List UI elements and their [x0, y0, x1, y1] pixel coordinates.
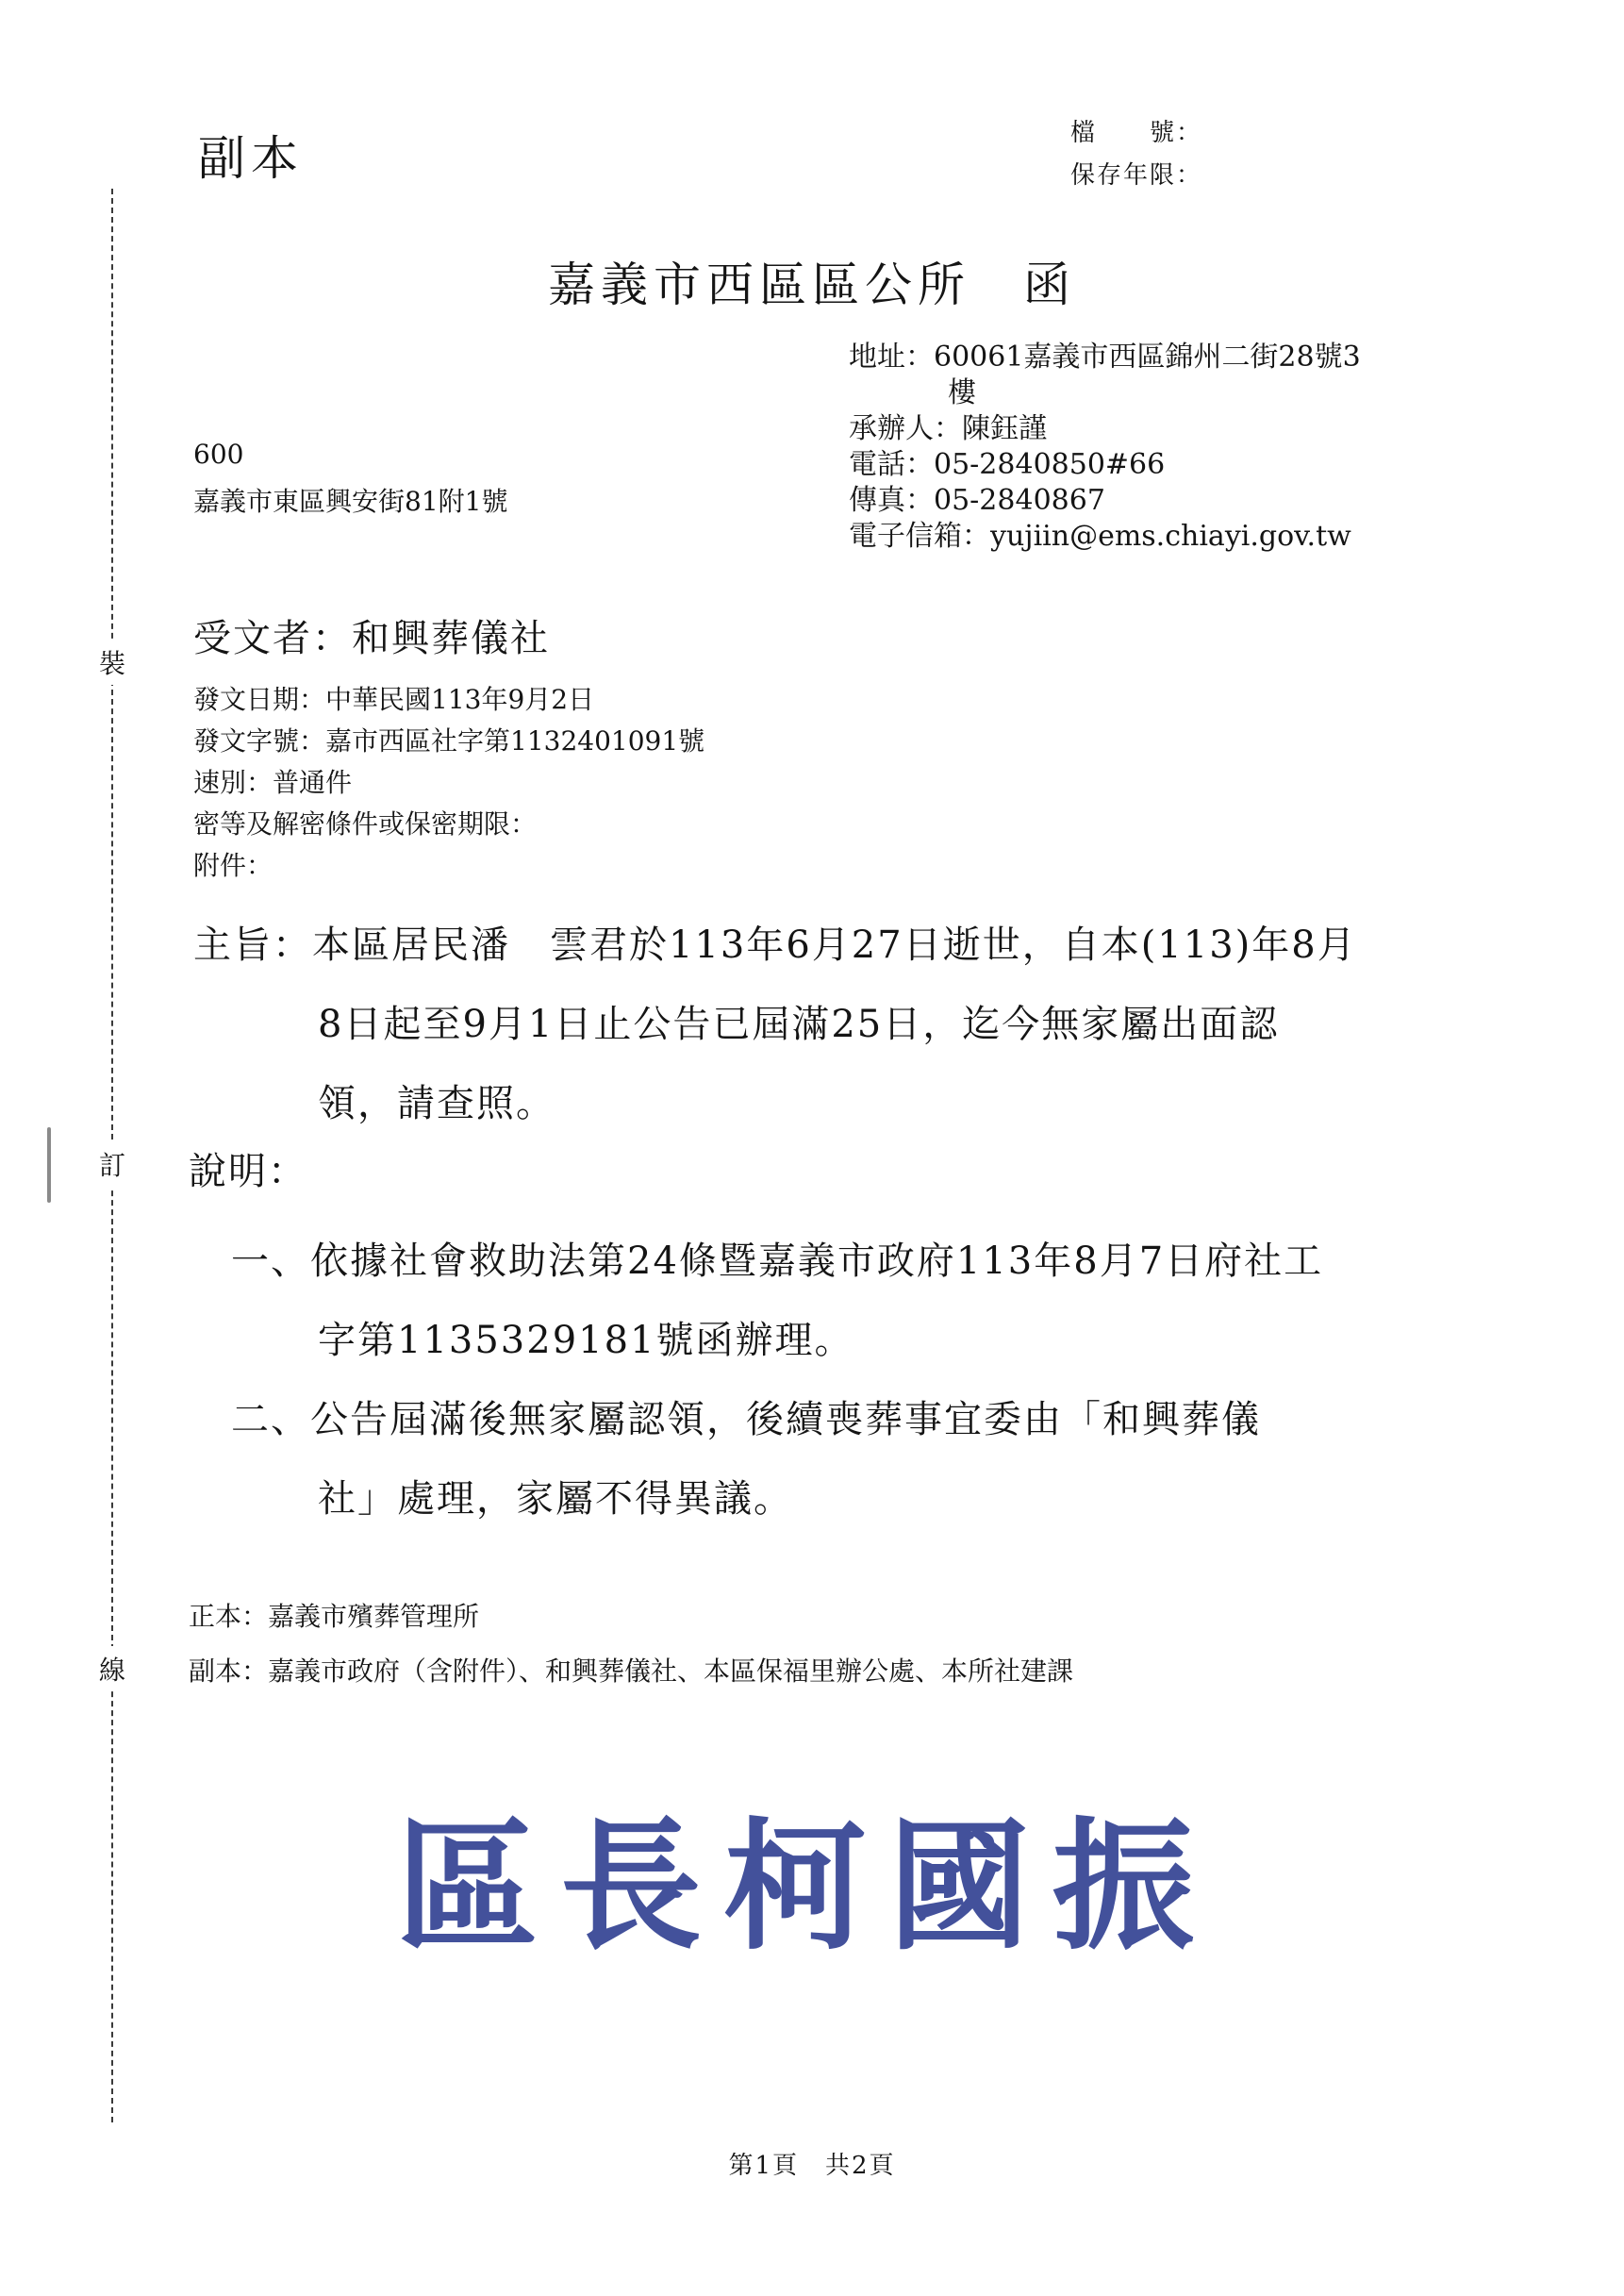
pen-mark	[47, 1127, 51, 1203]
original-recipient: 正本：嘉義市殯葬管理所	[189, 1601, 480, 1632]
official-seal-stamp: 區長柯國振	[396, 1804, 1218, 1970]
issue-date: 發文日期：中華民國113年9月2日	[193, 684, 595, 715]
retention-period-label: 保存年限：	[1070, 161, 1203, 190]
delivery-speed: 速別：普通件	[193, 767, 353, 798]
copy-recipients: 副本：嘉義市政府（含附件）、和興葬儀社、本區保福里辦公處、本所社建課	[189, 1655, 1074, 1687]
copy-mark: 副本	[198, 131, 304, 186]
file-number-label: 檔 號：	[1070, 119, 1203, 147]
sender-address-cont: 樓	[948, 376, 976, 409]
subject-line: 主旨：本區居民潘 雲君於113年6月27日逝世，自本(113)年8月	[193, 923, 1357, 967]
sender-handler: 承辦人：陳鈺謹	[849, 412, 1047, 445]
binding-mark-top: 裝	[98, 640, 126, 685]
recipient: 受文者：和興葬儀社	[193, 617, 550, 660]
subject-line: 8日起至9月1日止公告已屆滿25日，迄今無家屬出面認	[318, 1003, 1280, 1046]
binding-mark-middle: 訂	[98, 1141, 126, 1187]
document-metadata	[193, 679, 704, 887]
explanation-item-1-cont: 字第1135329181號函辦理。	[318, 1319, 854, 1362]
explanation-heading: 說明：	[189, 1150, 307, 1193]
explanation-item-2-cont: 社」處理，家屬不得異議。	[318, 1477, 793, 1521]
binding-mark-bottom: 線	[98, 1646, 126, 1691]
document-number: 發文字號：嘉市西區社字第1132401091號	[193, 725, 705, 757]
explanation-item-1: 一、依據社會救助法第24條暨嘉義市政府113年8月7日府社工	[231, 1240, 1324, 1283]
receiver-address: 嘉義市東區興安街81附1號	[193, 486, 508, 517]
confidentiality: 密等及解密條件或保密期限：	[193, 808, 538, 840]
subject	[193, 906, 1357, 1143]
subject-line: 領，請查照。	[318, 1082, 555, 1125]
sender-address: 地址：60061嘉義市西區錦州二街28號3	[849, 341, 1361, 374]
explanation-list	[231, 1222, 1323, 1539]
attachment: 附件：	[193, 850, 273, 881]
explanation-item-2: 二、公告屆滿後無家屬認領，後續喪葬事宜委由「和興葬儀	[231, 1398, 1261, 1441]
distribution-list	[189, 1589, 1073, 1699]
page-number: 第1頁 共2頁	[728, 2152, 896, 2180]
sender-phone: 電話：05-2840850#66	[849, 448, 1166, 481]
document-title: 嘉義市西區區公所 函	[548, 258, 1076, 312]
receiver-zip: 600	[193, 439, 244, 470]
sender-email: 電子信箱：yujiin@ems.chiayi.gov.tw	[849, 520, 1351, 553]
sender-fax: 傳真：05-2840867	[849, 484, 1105, 517]
sender-info	[849, 340, 1361, 555]
